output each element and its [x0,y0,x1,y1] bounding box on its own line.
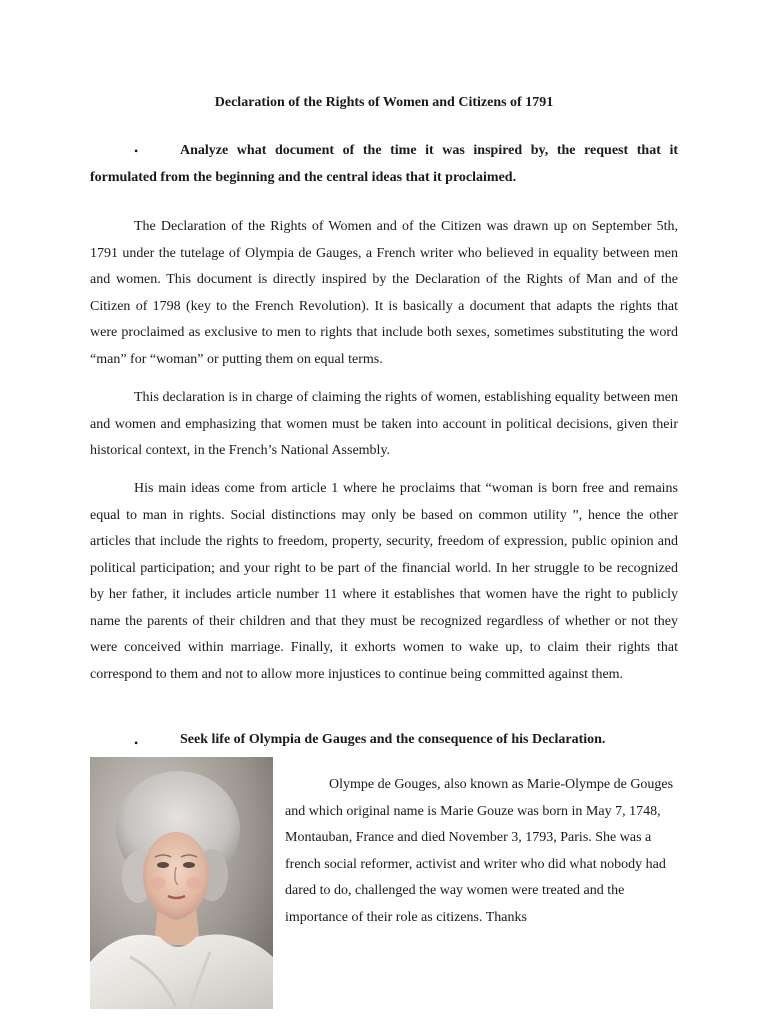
paragraph-2: This declaration is in charge of claiming the rights of women, establishing equality between men and women and emphasizing that women must be taken into account in political decisions, given their historical context, in the French’s National Assembly. [90,390,678,458]
bio-paragraph: Olympe de Gouges, also known as Marie-Olympe de Gouges and which original name is Marie Gouze was born in May 7, 1748, Montauban, France and died November 3, 1793, Paris. She was a french social reformer, activist and writer who did what nobody had dared to do, challenged the way women were treated and the importance of their role as citizens. Thanks [285,777,674,925]
bullet-point: • [134,144,139,158]
portrait-image [90,757,273,1009]
paragraph-1: The Declaration of the Rights of Women and of the Citizen was drawn up on September 5th, 1791 under the tutelage of Olympia de Gauges, a French writer who believed in equality between men and women. This document is directly inspired by the Declaration of the Rights of Man and of the Citizen of 1798 (key to the French Revolution). It is basically a document that adapts the rights that were proclaimed as exclusive to men to rights that include both sexes, sometimes substituting the word “man” for “woman” or putting them on equal terms. [90,219,678,367]
bullet-point: • [134,736,139,750]
question-2: Seek life of Olympia de Gauges and the consequence of his Declaration. [180,732,606,747]
paragraph-3: His main ideas come from article 1 where he proclaims that “woman is born free and remains equal to man in rights. Social distinctions may only be based on common utility ”, hence the other articles that include the rights to freedom, property, security, freedom of expression, public opinion and political participation; and your right to be part of the financial world. In her struggle to be recognized by her father, it includes article number 11 where it establishes that women have the right to publicly name the parents of their children and that they must be recognized regardless of whether or not they were conceived within marriage. Finally, it exhorts women to wake up, to claim their rights that correspond to them and not to allow more injustices to continue being committed against them. [90,481,678,682]
question-1: Analyze what document of the time it was inspired by, the request that it formulated from the beginning and the central ideas that it proclaimed. [90,143,678,185]
document-title: Declaration of the Rights of Women and Citizens of 1791 [214,95,554,110]
